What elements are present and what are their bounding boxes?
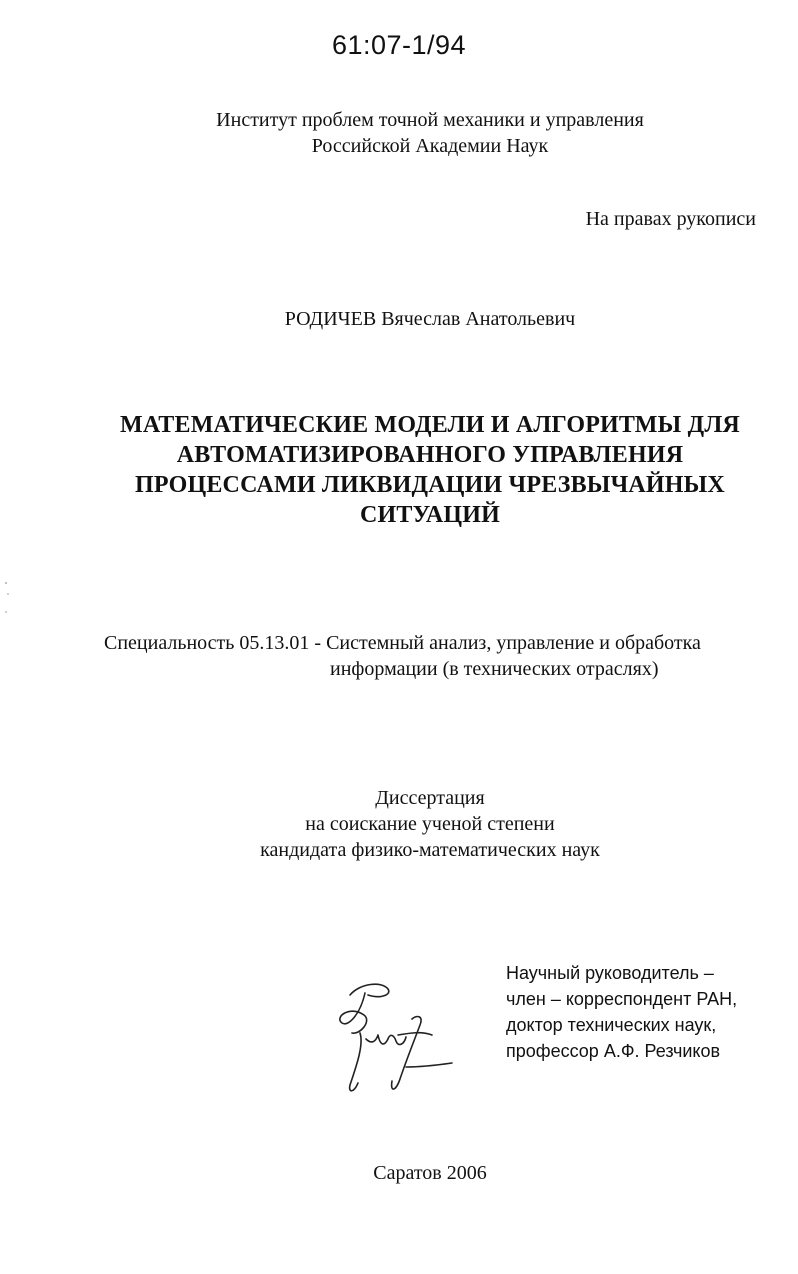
title-line-1: МАТЕМАТИЧЕСКИЕ МОДЕЛИ И АЛГОРИТМЫ ДЛЯ (120, 412, 740, 438)
institute-line-1: Институт проблем точной механики и управления (216, 109, 644, 131)
thesis-line-2: на соискание ученой степени (305, 813, 555, 835)
author-name: РОДИЧЕВ Вячеслав Анатольевич (284, 308, 576, 330)
catalog-number: 61:07-1/94 (331, 30, 467, 60)
scan-specks (4, 580, 10, 620)
specialty-line-1: Специальность 05.13.01 - Системный анализ, управление и обработка (104, 632, 701, 654)
supervisor-line-1: Научный руководитель – (506, 963, 714, 983)
thesis-title (0, 410, 798, 530)
thesis-type (0, 785, 798, 863)
thesis-line-3: кандидата физико-математических наук (260, 839, 600, 861)
manuscript-rights: На правах рукописи (585, 208, 756, 230)
supervisor-line-4: профессор А.Ф. Резчиков (506, 1041, 721, 1061)
handwritten-signature (320, 975, 470, 1100)
scientific-supervisor (506, 960, 737, 1064)
thesis-line-1: Диссертация (375, 787, 485, 809)
city-year: Саратов 2006 (373, 1162, 487, 1184)
supervisor-line-2: член – корреспондент РАН, (506, 989, 738, 1009)
specialty (104, 630, 701, 682)
title-line-4: СИТУАЦИЙ (360, 502, 500, 528)
institute-line-2: Российской Академии Наук (311, 135, 549, 157)
supervisor-line-3: доктор технических наук, (506, 1015, 717, 1035)
institute-name (0, 107, 798, 159)
specialty-line-2: информации (в технических отраслях) (330, 658, 659, 680)
title-line-3: ПРОЦЕССАМИ ЛИКВИДАЦИИ ЧРЕЗВЫЧАЙНЫХ (135, 472, 725, 498)
title-line-2: АВТОМАТИЗИРОВАННОГО УПРАВЛЕНИЯ (176, 442, 684, 468)
